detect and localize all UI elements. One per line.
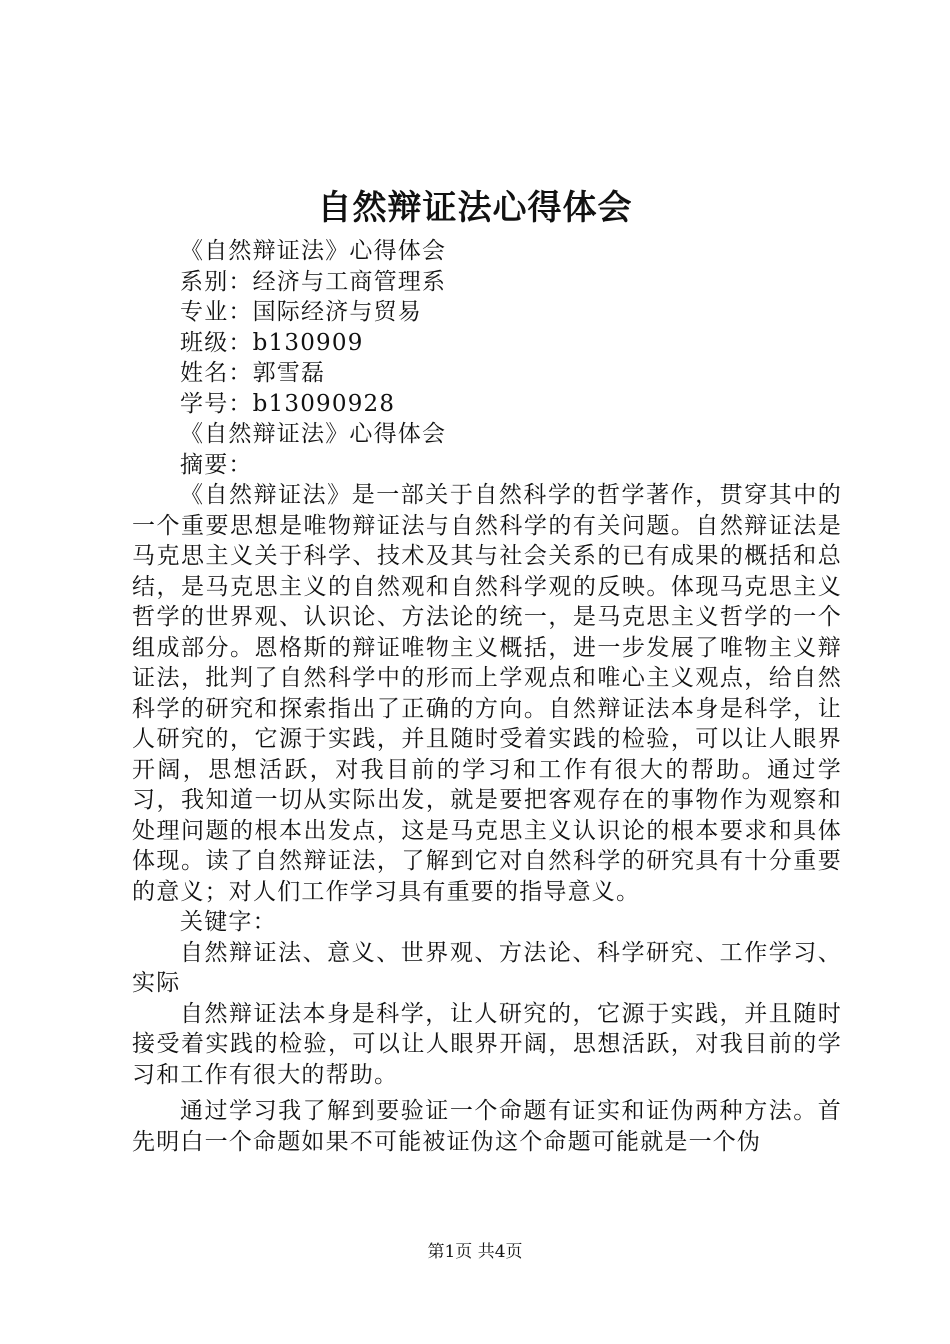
subtitle-repeat-line: 《自然辩证法》心得体会 xyxy=(180,421,447,447)
name-line: 姓名：郭雪磊 xyxy=(180,360,326,386)
abstract-paragraph: 《自然辩证法》是一部关于自然科学的哲学著作，贯穿其中的一个重要思想是唯物辩证法与自然科学的有关问题。自然辩证法是马克思主义关于科学、技术及其与社会关系的已有成果的概括和总结，是马克思主义的自然观和自然科学观的反映。体现马克思主义哲学的世界观、认识论、方法论的统一，是马克思主义哲学的一个组成部分。恩格斯的辩证唯物主义概括，进一步发展了唯物主义辩证法，批判了自然科学中的形而上学观点和唯心主义观点，给自然科学的研究和探索指出了正确的方向。自然辩证法本身是科学，让人研究的，它源于实践，并且随时受着实践的检验，可以让人眼界开阔，思想活跃，对我目前的学习和工作有很大的帮助。通过学习，我知道一切从实际出发，就是要把客观存在的事物作为观察和处理问题的根本出发点，这是马克思主义认识论的根本要求和具体体现。读了自然辩证法，了解到它对自然科学的研究具有十分重要的意义；对人们工作学习具有重要的指导意义。 xyxy=(132,482,842,905)
body-paragraph-2: 自然辩证法本身是科学，让人研究的，它源于实践，并且随时接受着实践的检验，可以让人眼界开阔，思想活跃，对我目前的学习和工作有很大的帮助。 xyxy=(132,1000,842,1088)
body-paragraph-3: 通过学习我了解到要验证一个命题有证实和证伪两种方法。首先明白一个命题如果不可能被证伪这个命题可能就是一个伪 xyxy=(132,1098,842,1155)
document-title: 自然辩证法心得体会 xyxy=(317,188,633,228)
keywords-label: 关键字： xyxy=(180,909,277,935)
major-line: 专业：国际经济与贸易 xyxy=(180,299,422,325)
student-id-line: 学号：b13090928 xyxy=(180,390,396,417)
department-line: 系别：经济与工商管理系 xyxy=(180,268,447,295)
document-body xyxy=(132,236,842,1157)
page-footer: 第1页 共4页 xyxy=(427,1242,523,1262)
keywords-paragraph: 自然辩证法、意义、世界观、方法论、科学研究、工作学习、实际 xyxy=(132,939,842,996)
abstract-label: 摘要： xyxy=(180,451,253,478)
class-line: 班级：b130909 xyxy=(180,329,364,356)
subtitle-line: 《自然辩证法》心得体会 xyxy=(180,238,447,264)
